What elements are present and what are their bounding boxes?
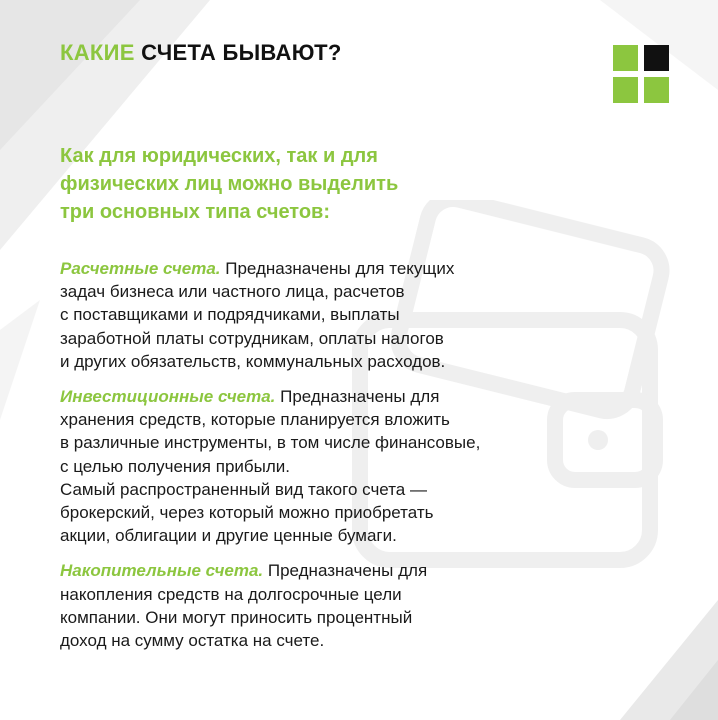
- four-squares-logo: [613, 45, 669, 103]
- section-term: Расчетные счета.: [60, 259, 221, 278]
- section-line: в различные инструменты, в том числе финансовые,: [60, 433, 481, 453]
- account-types: [60, 257, 600, 664]
- logo-square-green-bottom-left: [613, 77, 638, 103]
- section-line: хранения средств, которые планируется вложить: [60, 410, 450, 430]
- intro-line: Как для юридических, так и для: [60, 145, 378, 167]
- page-title-rest: СЧЕТА БЫВАЮТ?: [134, 40, 342, 65]
- section-first-line: [60, 559, 600, 582]
- section-line: с целью получения прибыли.: [60, 456, 290, 476]
- intro-text: [60, 142, 480, 226]
- section-line: и других обязательств, коммунальных расходов.: [60, 351, 446, 371]
- logo-square-green-bottom-right: [644, 77, 669, 103]
- intro-line: три основных типа счетов:: [60, 201, 330, 223]
- section-line: накопления средств на долгосрочные цели: [60, 584, 402, 604]
- section-savings-accounts: [60, 559, 600, 652]
- section-line: компании. Они могут приносить процентный: [60, 607, 413, 627]
- section-first-line: [60, 257, 600, 280]
- section-line: доход на сумму остатка на счете.: [60, 631, 325, 651]
- section-first-line: [60, 385, 600, 408]
- logo-square-green-top-left: [613, 45, 638, 71]
- section-text: Предназначены для: [263, 561, 428, 581]
- section-line: Самый распространенный вид такого счета —: [60, 479, 427, 499]
- page-title-accent: КАКИЕ: [60, 40, 135, 65]
- section-line: задач бизнеса или частного лица, расчетов: [60, 282, 405, 302]
- section-line: акции, облигации и другие ценные бумаги.: [60, 526, 397, 546]
- section-text: Предназначены для текущих: [220, 259, 455, 278]
- section-line: с поставщиками и подрядчиками, выплаты: [60, 305, 400, 325]
- section-text: Предназначены для: [275, 387, 440, 407]
- section-settlement-accounts: [60, 257, 600, 373]
- section-line: заработной платы сотрудникам, оплаты налогов: [60, 328, 444, 348]
- section-term: Накопительные счета.: [60, 561, 264, 581]
- section-line: брокерский, через который можно приобретать: [60, 503, 434, 523]
- logo-square-black-top-right: [644, 45, 669, 71]
- section-term: Инвестиционные счета.: [60, 387, 276, 407]
- section-investment-accounts: [60, 385, 600, 547]
- page-title: [60, 40, 342, 66]
- intro-line: физических лиц можно выделить: [60, 173, 399, 195]
